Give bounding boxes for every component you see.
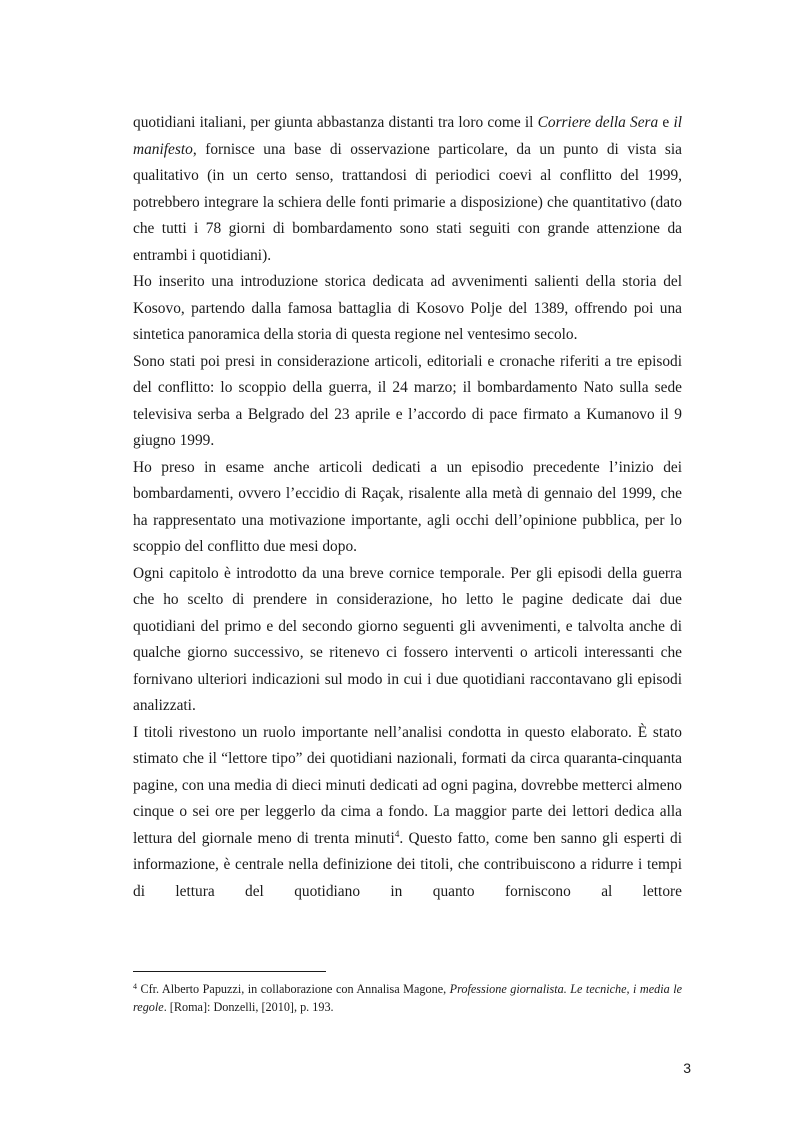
paragraph-5: Ogni capitolo è introdotto da una breve cornice temporale. Per gli episodi della guerra che ho scelto di prendere in considerazione, ho letto le pagine dedicate dai due quotidiani del primo e del secondo giorno seguenti gli avvenimenti, e talvolta anche di qualche giorno successivo, se ritenevo ci fossero interventi o articoli interessanti che fornivano ulteriori indicazioni sul modo in cui i due quotidiani raccontavano gli episodi analizzati. [133, 564, 682, 714]
footnote-book-title: Professione giornalista. Le tecniche, i media le regole [133, 982, 683, 1014]
body-text [133, 110, 682, 905]
paragraph-2: Ho inserito una introduzione storica dedicata ad avvenimenti salienti della storia del Kosovo, partendo dalla famosa battaglia di Kosovo Polje del 1389, offrendo poi una sintetica panoramica della storia di questa regione nel ventesimo secolo. [133, 273, 682, 343]
paragraph-3: Sono stati poi presi in considerazione articoli, editoriali e cronache riferiti a tre episodi del conflitto: lo scoppio della guerra, il 24 marzo; il bombardamento Nato sulla sede televisiva serba a Belgrado del 23 aprile e l’accordo di pace firmato a Kumanovo il 9 giugno 1999. [133, 352, 682, 449]
newspaper-title-manifesto: il manifesto [133, 114, 682, 158]
page-number: 3 [683, 1060, 691, 1076]
paragraph-1: quotidiani italiani, per giunta abbastanza distanti tra loro come il Corriere della Sera e il manifesto, fornisce una base di osservazione particolare, da un punto di vista sia qualitativo (in un certo senso, trattandosi di periodici coevi al conflitto del 1999, potrebbero integrare la schiera delle fonti primarie a disposizione) che quantitativo (dato che tutti i 78 giorni di bombardamento sono stati seguiti con grande attenzione da entrambi i quotidiani). [133, 114, 682, 264]
footnote: $^4$ Cfr. Alberto Papuzzi, in collaborazione con Annalisa Magone, Professione giornalista. Le tecniche, i media le regole. [Roma]: Donzelli, [2010], p. 193. [133, 982, 683, 1014]
footnote-number: 4 [133, 982, 137, 991]
paragraph-6: I titoli rivestono un ruolo importante nell’analisi condotta in questo elaborato. È stato stimato che il “lettore tipo” dei quotidiani nazionali, formati da circa quaranta-cinquanta pagine, con una media di dieci minuti dedicati ad ogni pagina, dovrebbe metterci almeno cinque o sei ore per leggerlo da cima a fondo. La maggior parte dei lettori dedica alla lettura del giornale meno di trenta minuti$^4$. Questo fatto, come ben sanno gli esperti di informazione, è centrale nella definizione dei titoli, che contribuiscono a ridurre i tempi di lettura del quotidiano in quanto forniscono al lettore [133, 723, 683, 900]
paragraph-4: Ho preso in esame anche articoli dedicati a un episodio precedente l’inizio dei bombardamenti, ovvero l’eccidio di Raçak, risalente alla metà di gennaio del 1999, che ha rappresentato una motivazione importante, agli occhi dell’opinione pubblica, per lo scoppio del conflitto due mesi dopo. [133, 458, 682, 555]
newspaper-title-corriere: Corriere della Sera [537, 114, 659, 131]
footnote-separator [133, 971, 326, 972]
footnote-reference[interactable]: 4 [394, 828, 400, 839]
